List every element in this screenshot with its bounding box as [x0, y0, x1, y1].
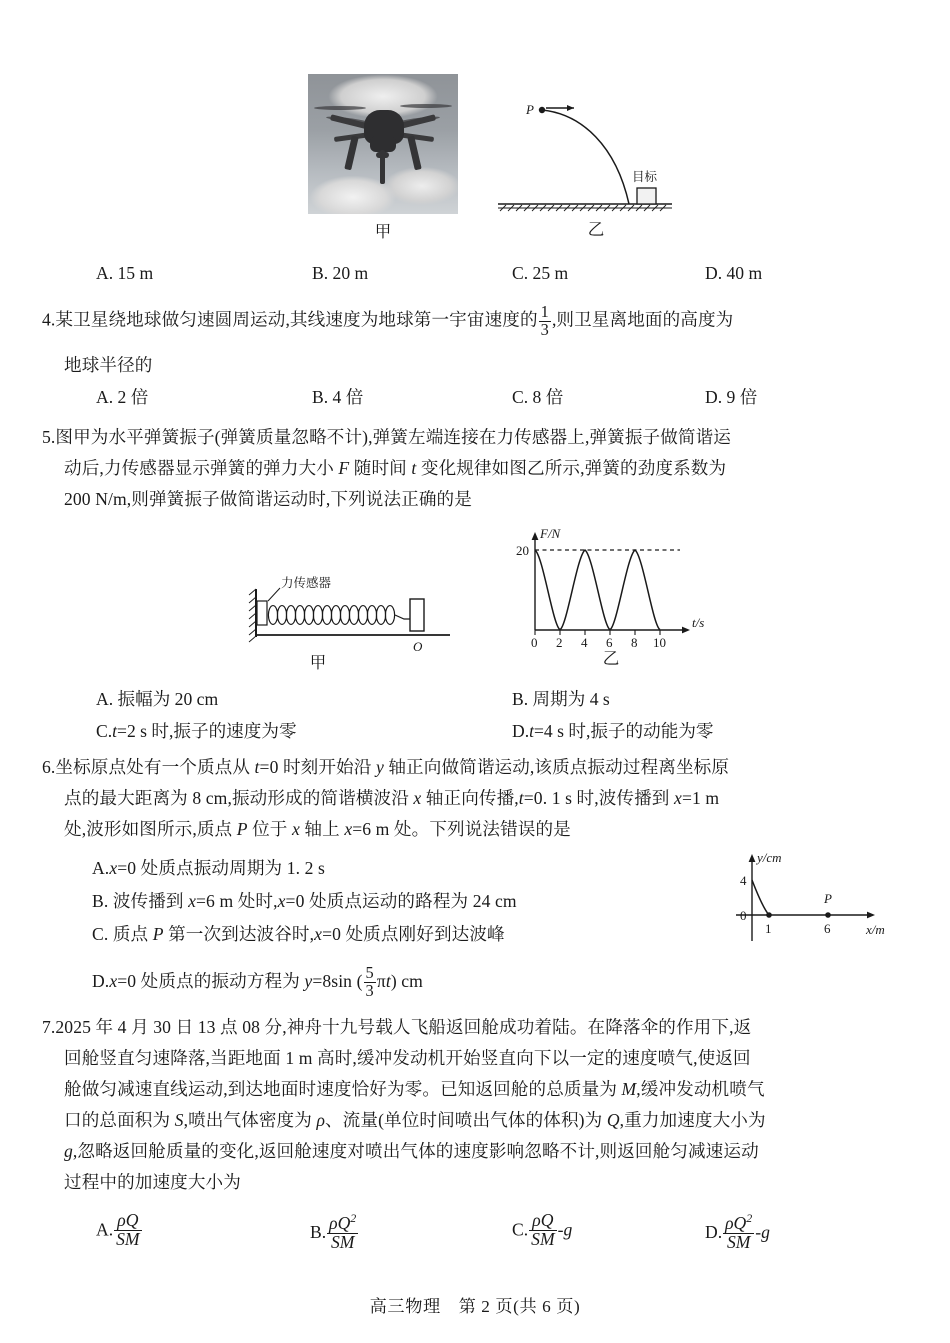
q7-option-c-label: C.	[512, 1219, 529, 1240]
q6-text-3a: 处,波形如图所示,质点	[64, 819, 237, 839]
q3-option-d[interactable]: D. 40 m	[705, 263, 763, 283]
x-axis-label: t/s	[692, 615, 705, 630]
q7-option-b-numerator	[327, 1212, 358, 1233]
q6-text-1c: 轴正向做简谐运动,该质点振动过程离坐标原	[383, 757, 730, 777]
q6-text-3c: 轴上	[299, 819, 345, 839]
q7-option-c-denominator: SM	[531, 1228, 555, 1249]
q6-text-2d: =1 m	[681, 788, 720, 808]
wave-x-tick-1: 1	[765, 921, 772, 936]
q7-line-6: 过程中的加速度大小为	[64, 1172, 241, 1192]
q7-text-4d: ,重力加速度大小为	[619, 1110, 766, 1130]
q6-option-a-text: =0 处质点振动周期为 1. 2 s	[117, 858, 325, 878]
y-axis-label: F/N	[540, 526, 561, 541]
q7-number: 7.	[42, 1017, 56, 1037]
q7-text-3a: 舱做匀减速直线运动,到达地面时速度恰好为零。已知返回舱的总质量为	[64, 1079, 622, 1099]
q7-line-3	[42, 1074, 922, 1105]
q5-text-2c: 随时间	[349, 458, 412, 478]
x-tick-10: 10	[653, 635, 666, 650]
q6-var-y: y	[375, 757, 384, 777]
q7-var-rho: ρ	[316, 1110, 325, 1130]
q5-option-c[interactable]	[96, 716, 297, 746]
q4-option-d[interactable]: D. 9 倍	[705, 387, 758, 407]
q7-text-5a: ,忽略返回舱质量的变化,返回舱速度对喷出气体的速度影响忽略不计,则返回舱匀减速运动	[72, 1141, 759, 1161]
figure-caption-drone: 甲	[374, 222, 392, 241]
q3-option-c[interactable]: C. 25 m	[512, 263, 569, 283]
q6-option-d-var-x: x	[109, 971, 118, 991]
q5-option-c-prefix: C.	[96, 721, 113, 741]
q6-text-2c: =0. 1 s 时,波传播到	[523, 788, 675, 808]
q6-option-d-fraction	[364, 965, 376, 999]
page-footer: 高三物理 第 2 页(共 6 页)	[369, 1297, 581, 1316]
q7-option-d-numerator-base: ρQ	[725, 1212, 747, 1233]
q7-line-4	[42, 1105, 922, 1136]
q5-option-b[interactable]: B. 周期为 4 s	[512, 689, 610, 709]
q4-option-c[interactable]: C. 8 倍	[512, 387, 564, 407]
q7-option-b-denominator: SM	[327, 1233, 358, 1252]
q6-option-b-text: =0 处质点运动的路程为 24 cm	[285, 891, 517, 911]
q5-option-d-text: =4 s 时,振子的动能为零	[534, 721, 714, 741]
q7-line-2: 回舱竖直匀速降落,当距地面 1 m 高时,缓冲发动机开始竖直向下以一定的速度喷气,使返回	[64, 1048, 751, 1068]
q3-option-a[interactable]: A. 15 m	[96, 263, 154, 283]
q3-option-b[interactable]: B. 20 m	[312, 263, 369, 283]
q5-text-2b: ,力传感器显示弹簧的弹力大小	[99, 458, 339, 478]
figure-caption-ft-graph: 乙	[602, 649, 620, 668]
q6-option-c-prefix: C. 质点	[92, 924, 153, 944]
q6-option-c-var-x: x	[314, 924, 323, 944]
drone-photograph	[308, 74, 458, 214]
q4-fraction-numerator: 1	[540, 302, 549, 321]
wave-x-tick-6: 6	[824, 921, 831, 936]
y-axis-arrow	[532, 532, 539, 540]
wave-y-axis-arrow	[749, 854, 756, 862]
figure-caption-spring: 甲	[309, 653, 327, 672]
force-sensor-label: 力传感器	[281, 576, 332, 590]
q4-text-a: 某卫星绕地球做匀速圆周运动	[55, 309, 286, 330]
q7-var-Q: Q	[606, 1110, 620, 1130]
q6-option-d-equation: =8sin (	[312, 971, 363, 991]
q7-option-d-fraction	[723, 1212, 754, 1252]
target-box	[637, 188, 656, 204]
oscillator-mass-block	[410, 599, 424, 631]
question-7	[42, 1012, 922, 1198]
question-4	[42, 304, 912, 381]
q6-option-a-prefix: A.	[92, 858, 110, 878]
q7-option-b-label: B.	[310, 1222, 327, 1243]
wall-hatching	[249, 589, 256, 642]
sensor-pointer-line	[268, 588, 280, 601]
q7-option-a[interactable]	[96, 1212, 143, 1249]
q5-text-2d: 变化规律如图乙所示,弹簧的劲度系数为	[416, 458, 727, 478]
q7-text-4a: 口的总面积为	[64, 1110, 175, 1130]
q4-text-c: ,则卫星离地面的高度为	[551, 309, 734, 330]
q6-var-x-4: x	[344, 819, 353, 839]
q7-text-3b: ,缓冲发动机喷气	[636, 1079, 765, 1099]
q5-line-2	[42, 453, 922, 484]
q6-number: 6.	[42, 757, 56, 777]
projectile-trajectory-diagram	[490, 68, 690, 239]
q6-option-b[interactable]	[92, 885, 712, 918]
wave-x-axis-arrow	[867, 912, 875, 919]
q5-option-d-var: t	[529, 721, 534, 741]
q6-text-1a: 坐标原点处有一个质点从	[55, 757, 255, 777]
force-sensor-block	[257, 601, 267, 625]
question-5	[42, 422, 922, 515]
drone-blade	[314, 106, 366, 110]
q6-var-t-2: t	[518, 788, 524, 808]
q7-option-a-denominator: SM	[116, 1228, 140, 1249]
drone-leg	[407, 136, 421, 171]
q4-text-b: ,其线速度为地球第一宇宙速度的	[285, 309, 538, 330]
q6-option-c-var-P: P	[152, 924, 164, 944]
wave-graph-svg	[710, 845, 925, 950]
q6-option-d-end: ) cm	[390, 971, 423, 991]
wave-origin-label: 0	[740, 908, 747, 923]
q6-option-b-var1: x	[188, 891, 197, 911]
q7-line-1	[42, 1012, 922, 1043]
spring-svg	[238, 575, 453, 670]
q4-option-a[interactable]: A. 2 倍	[96, 387, 149, 407]
q6-option-d-var-t: t	[385, 971, 391, 991]
x-tick-marks	[535, 630, 660, 635]
q6-line-1	[42, 752, 922, 783]
y-tick-20: 20	[516, 543, 529, 558]
q7-option-d-tail: -g	[755, 1222, 770, 1243]
wave-y-axis-label: y/cm	[757, 850, 782, 865]
q5-option-c-text: =2 s 时,振子的速度为零	[117, 721, 297, 741]
q7-text-1: 2025 年 4 月 30 日 13 点 08 分,神舟十九号载人飞船返回舱成功着陆。在降落伞的作用下,返	[55, 1017, 752, 1037]
q6-var-x-2: x	[674, 788, 682, 808]
trajectory-svg	[490, 68, 690, 228]
question6-options	[92, 852, 712, 1000]
q6-option-c-mid: 第一次到达波谷时,	[163, 924, 315, 944]
projectile-path	[542, 110, 629, 204]
point-p-label: P	[526, 102, 534, 117]
q5-option-d-prefix: D.	[512, 721, 530, 741]
spring-connector	[395, 615, 411, 619]
q7-text-4b: ,喷出气体密度为	[183, 1110, 317, 1130]
q4-line-1	[42, 304, 912, 338]
q5-text-1: 图甲为水平弹簧振子(弹簧质量忽略不计),弹簧左端连接在力传感器上,弹簧振子做简谐运	[55, 427, 731, 447]
drone-nozzle-cap	[376, 152, 389, 158]
velocity-arrow-head	[567, 105, 574, 111]
wave-point-p-label: P	[824, 891, 832, 906]
q7-option-d-label: D.	[705, 1222, 723, 1243]
q5-line-1	[42, 422, 922, 453]
spring-oscillator-diagram	[238, 575, 453, 670]
q5-text-2a: 动后	[64, 458, 100, 478]
q6-option-d-prefix: D.	[92, 971, 110, 991]
q4-line-2: 地球半径的	[64, 355, 153, 376]
q7-option-a-numerator: ρQ	[117, 1210, 139, 1230]
q5-number: 5.	[42, 427, 56, 447]
q6-option-d-fraction-denominator: 3	[365, 981, 374, 1000]
q6-option-d-fraction-numerator: 5	[365, 963, 374, 983]
q7-var-g: g	[64, 1141, 73, 1161]
q7-var-M: M	[621, 1079, 637, 1099]
launch-point-marker	[539, 107, 545, 113]
q7-option-d-numerator	[723, 1212, 754, 1233]
q6-var-t-1: t	[254, 757, 260, 777]
q6-option-b-prefix: B. 波传播到	[92, 891, 189, 911]
q6-text-3d: =6 m 处。下列说法错误的是	[352, 819, 571, 839]
x-tick-6: 6	[606, 635, 613, 650]
q7-option-d[interactable]	[705, 1212, 770, 1252]
q7-option-a-label: A.	[96, 1219, 114, 1240]
wave-y-tick-4: 4	[740, 873, 747, 888]
x-tick-0: 0	[531, 635, 538, 650]
target-label: 目标	[632, 170, 658, 184]
q4-option-b[interactable]: B. 4 倍	[312, 387, 364, 407]
wave-curve	[752, 880, 769, 915]
q5-option-c-var: t	[112, 721, 118, 741]
force-curve	[535, 550, 660, 630]
q6-var-x-1: x	[413, 788, 422, 808]
origin-label: O	[413, 639, 423, 654]
q7-text-4c: 、流量(单位时间喷出气体的体积)为	[324, 1110, 607, 1130]
force-time-graph	[505, 522, 720, 668]
q6-option-b-mid: =6 m 处时,	[196, 891, 278, 911]
q6-option-c-text: =0 处质点刚好到达波峰	[322, 924, 505, 944]
q6-var-x-3: x	[292, 819, 300, 839]
q4-fraction-denominator: 3	[540, 319, 549, 339]
q5-line-3: 200 N/m,则弹簧振子做简谐运动时,下列说法正确的是	[64, 489, 472, 509]
q7-option-c-tail: -g	[557, 1219, 573, 1240]
q4-number: 4.	[42, 309, 56, 330]
q6-option-d-var-y: y	[304, 971, 313, 991]
q7-option-c-numerator: ρQ	[532, 1210, 554, 1230]
q5-option-d[interactable]	[512, 716, 714, 746]
q5-var-F: F	[338, 458, 350, 478]
q6-option-c[interactable]	[92, 918, 712, 951]
q6-option-d-mid: =0 处质点的振动方程为	[117, 971, 305, 991]
x-tick-2: 2	[556, 635, 563, 650]
q6-text-1b: =0 时刻开始沿	[259, 757, 376, 777]
spring-coils	[268, 606, 394, 625]
q6-text-2b: 轴正向传播,	[421, 788, 519, 808]
x-axis-arrow	[682, 627, 690, 634]
drone-blade	[400, 104, 452, 108]
waveform-graph	[710, 845, 925, 950]
wave-x-axis-label: x/m	[866, 922, 885, 937]
q6-text-3b: 位于	[247, 819, 292, 839]
x-tick-4: 4	[581, 635, 588, 650]
q5-var-t: t	[411, 458, 417, 478]
wave-point-p-marker	[825, 912, 831, 918]
x-tick-8: 8	[631, 635, 638, 650]
q7-option-b-fraction	[327, 1212, 358, 1252]
q6-option-d[interactable]	[92, 965, 712, 1000]
q7-option-d-exponent: 2	[746, 1211, 753, 1225]
wave-front-marker	[766, 912, 772, 918]
q7-option-a-fraction	[114, 1212, 141, 1249]
q6-option-d-pi: π	[376, 971, 386, 991]
q4-fraction-one-third	[539, 304, 551, 338]
q6-line-3	[42, 814, 922, 845]
q5-option-a[interactable]: A. 振幅为 20 cm	[96, 689, 219, 709]
drone-leg	[344, 136, 358, 171]
question-6	[42, 752, 922, 845]
q7-line-5	[42, 1136, 922, 1167]
q7-option-b[interactable]	[310, 1212, 359, 1252]
q7-option-c[interactable]	[512, 1212, 572, 1249]
q6-option-a-var: x	[109, 858, 118, 878]
q7-var-S: S	[174, 1110, 184, 1130]
q6-option-b-var2: x	[277, 891, 286, 911]
q6-text-2a: 点的最大距离为 8 cm,振动形成的简谐横波沿	[64, 788, 414, 808]
q7-option-b-exponent: 2	[350, 1211, 357, 1225]
q6-option-a[interactable]	[92, 852, 712, 885]
figure-group-question3	[300, 68, 700, 248]
q6-var-P: P	[236, 819, 248, 839]
q6-line-2	[42, 783, 922, 814]
q7-option-b-numerator-base: ρQ	[329, 1212, 351, 1233]
q7-option-c-fraction	[529, 1212, 556, 1249]
q7-option-d-denominator: SM	[723, 1233, 754, 1252]
figure-caption-trajectory: 乙	[587, 220, 605, 239]
ft-graph-svg	[505, 522, 720, 652]
